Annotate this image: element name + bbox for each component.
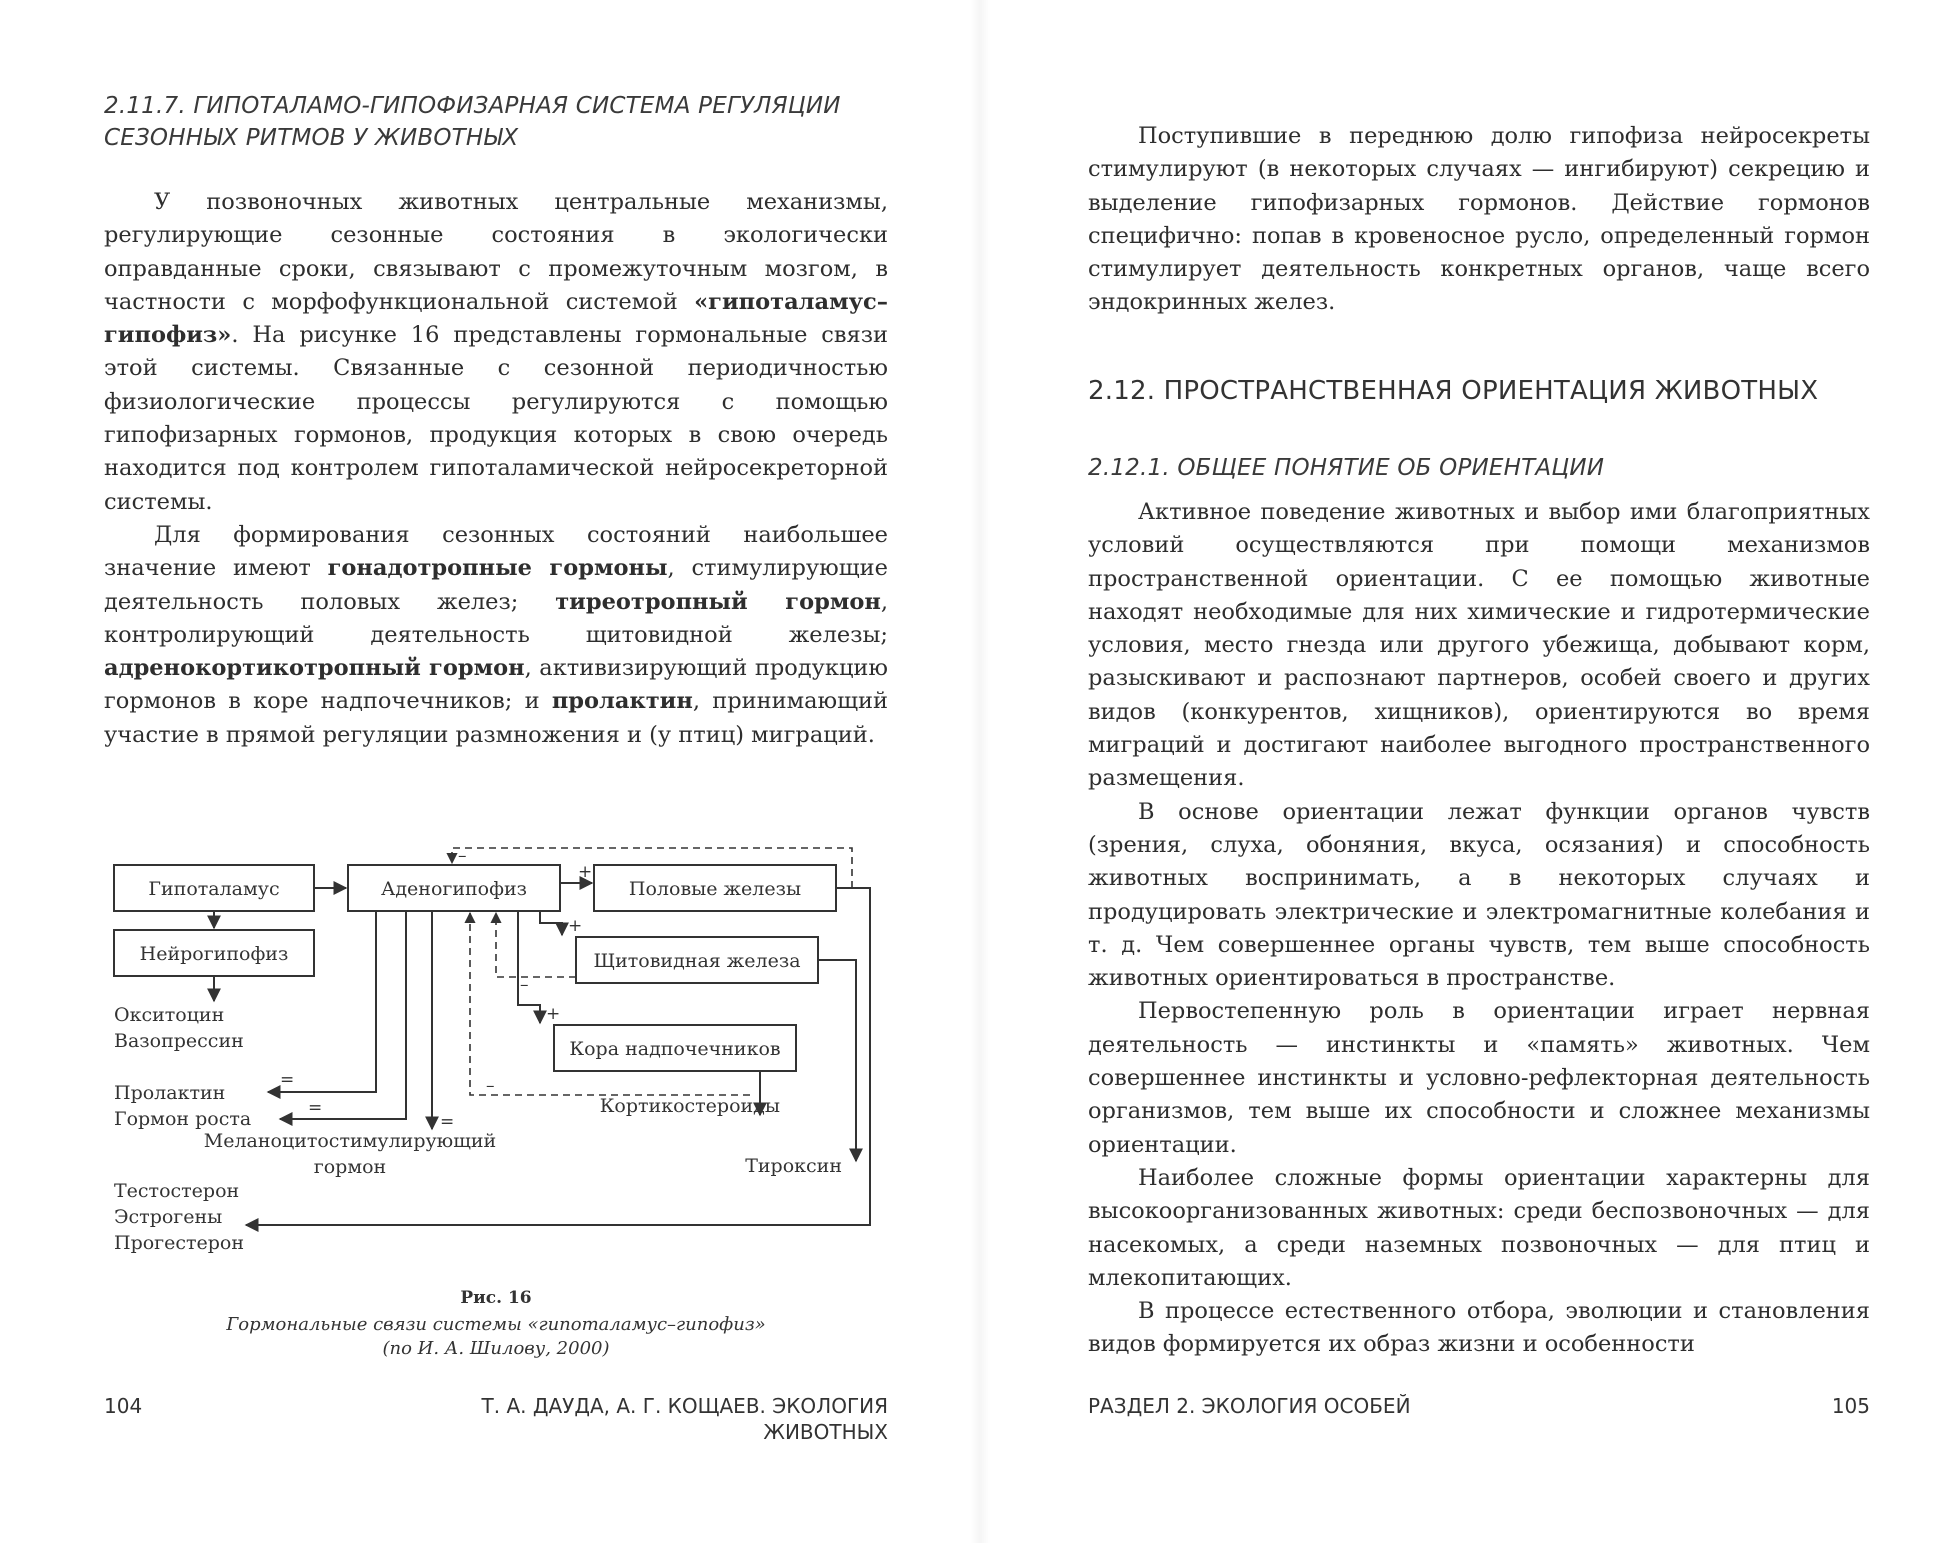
label-adenohypophysis: Аденогипофиз: [380, 878, 528, 900]
subsection-title-line2: СЕЗОННЫХ РИТМОВ У ЖИВОТНЫХ: [104, 125, 519, 151]
paragraph: [104, 519, 888, 752]
hormone-diagram: [100, 815, 880, 1270]
sign-plus-thyroid: +: [568, 916, 583, 936]
bold-term: адренокортикотропный гормон: [104, 655, 525, 682]
figure-label: Рис. 16: [460, 1288, 532, 1308]
label-thyroid: Щитовидная железа: [593, 950, 801, 972]
paragraph: Активное поведение животных и выбор ими благоприятных условий осуществляются при помощи механизмов пространственной ориентации. С ее помощью животные находят необходимые для них химические и гидротермические условия, место гнезда или другого убежища, добывают корм, разыскивают и распознают партнеров, особей своего и других видов (конкурентов, хищников), ориентируются во время миграций и достигают наиболее выгодного пространственного размещения.: [1088, 499, 1870, 792]
label-prolactin: Пролактин: [114, 1082, 226, 1104]
left-page: [0, 0, 978, 1543]
text-run: У позвоночных животных центральные механизмы, регулирующие сезонные состояния в экологически оправданные сроки, связывают с промежуточным мозгом, в частности с морфофункциональной системой: [104, 189, 888, 315]
label-growth-hormone: Гормон роста: [114, 1108, 252, 1130]
label-neurohypophysis: Нейрогипофиз: [139, 943, 289, 965]
left-body-text: [104, 186, 888, 752]
paragraph: В основе ориентации лежат функции органов чувств (зрения, слуха, обоняния, вкуса, осязания) и способность животных воспринимать, а в некоторых случаях и продуцировать электрические и электромагнитные колебания и т. д. Чем совершеннее органы чувств, тем выше способность животных ориентироваться в пространстве.: [1088, 798, 1870, 992]
paragraph: Наиболее сложные формы ориентации характерны для высокоорганизованных животных: среди беспозвоночных — для насекомых, а среди наземных позвоночных — для птиц и млекопитающих.: [1088, 1164, 1870, 1291]
label-vasopressin: Вазопрессин: [114, 1030, 244, 1052]
label-msh-line2: гормон: [313, 1156, 387, 1178]
subsection-title-line1: 2.11.7. ГИПОТАЛАМО-ГИПОФИЗАРНАЯ СИСТЕМА РЕГУЛЯЦИИ: [104, 93, 841, 119]
sign-plus-adrenal: +: [546, 1004, 561, 1024]
label-thyroxine: Тироксин: [745, 1155, 842, 1177]
bold-term: «гипоталамус–гипофиз»: [104, 288, 888, 349]
page-number-right: 105: [1831, 1394, 1870, 1418]
figure-caption: [104, 1283, 888, 1361]
label-corticosteroids: Кортикостероиды: [599, 1095, 780, 1117]
right-page: [978, 0, 1957, 1543]
paragraph: Поступившие в переднюю долю гипофиза нейросекреты стимулируют (в некоторых случаях — ингибируют) секрецию и выделение гипофизарных гормонов. Действие гормонов специфично: попав в кровеносное русло, определенный гормон стимулирует деятельность конкретных органов, чаще всего эндокринных желез.: [1088, 123, 1870, 316]
subsection-title-right: 2.12.1. ОБЩЕЕ ПОНЯТИЕ ОБ ОРИЕНТАЦИИ: [1088, 455, 1605, 481]
sign-eq-prolactin: =: [280, 1070, 295, 1090]
label-estrogens: Эстрогены: [114, 1206, 223, 1228]
running-head-right: РАЗДЕЛ 2. ЭКОЛОГИЯ ОСОБЕЙ: [1088, 1394, 1411, 1418]
bold-term: пролактин: [551, 688, 693, 715]
sign-minus-adrenal: –: [486, 1076, 495, 1096]
sign-eq-msh: =: [440, 1112, 455, 1132]
text-run: , активизирующий продукцию гормонов в коре надпочечников; и: [104, 655, 888, 715]
right-body-top: [1088, 120, 1870, 320]
sign-plus-gonads: +: [578, 862, 593, 882]
figure-title-line2: (по И. А. Шилову, 2000): [382, 1338, 610, 1359]
section-title: 2.12. ПРОСТРАНСТВЕННАЯ ОРИЕНТАЦИЯ ЖИВОТНЫХ: [1088, 376, 1819, 406]
text-run: Для формирования сезонных состояний наибольшее значение имеют: [104, 521, 888, 582]
text-run: . На рисунке 16 представлены гормональные связи этой системы. Связанные с сезонной периодичностью физиологические процессы регулируются с помощью гипофизарных гормонов, продукция которых в свою очередь находится под контролем гипоталамической нейросекреторной системы.: [104, 322, 888, 515]
paragraph: Первостепенную роль в ориентации играет нервная деятельность — инстинкты и «память» животных. Чем совершеннее инстинкты и условно-рефлекторная деятельность организмов, тем выше их способности и сложнее механизмы ориентации.: [1088, 998, 1870, 1158]
bold-term: гонадотропные гормоны: [327, 555, 668, 582]
label-adrenal-cortex: Кора надпочечников: [569, 1038, 781, 1060]
page-number-left: 104: [104, 1394, 143, 1418]
text-run: , принимающий участие в прямой регуляции размножения и (у птиц) миграций.: [104, 688, 889, 748]
sign-eq-growth: =: [308, 1098, 323, 1118]
label-testosterone: Тестостерон: [114, 1180, 240, 1202]
running-head-left: Т. А. ДАУДА, А. Г. КОЩАЕВ. ЭКОЛОГИЯ ЖИВОТНЫХ: [481, 1394, 888, 1444]
label-gonads: Половые железы: [628, 878, 802, 900]
text-run: , контролирующий деятельность щитовидной железы;: [104, 588, 888, 648]
figure-title-line1: Гормональные связи системы «гипоталамус–гипофиз»: [226, 1314, 766, 1335]
text-run: , стимулирующие деятельность половых желез;: [104, 555, 888, 615]
bold-term: тиреотропный гормон: [555, 588, 881, 615]
sign-minus-top: –: [458, 846, 467, 866]
paragraph: В процессе естественного отбора, эволюции и становления видов формируется их образ жизни и особенности: [1088, 1298, 1870, 1358]
sign-minus-thyroid: –: [520, 975, 529, 995]
label-progesterone: Прогестерон: [114, 1232, 245, 1254]
label-hypothalamus: Гипоталамус: [148, 878, 280, 900]
paragraph: [104, 186, 888, 519]
label-oxytocin: Окситоцин: [114, 1004, 225, 1026]
label-msh-line1: Меланоцитостимулирующий: [203, 1130, 497, 1152]
subsection-title: [104, 90, 924, 154]
right-body-text: [1088, 496, 1870, 1362]
